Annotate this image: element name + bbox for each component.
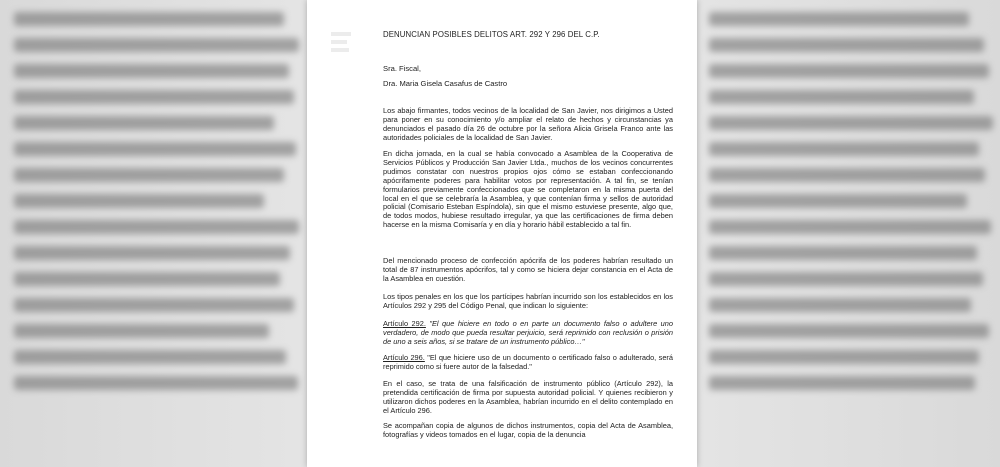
faint-stamp-mark (329, 30, 353, 60)
salutation-line-2: Dra. Maria Gisela Casafus de Castro (383, 79, 508, 88)
paragraph-2: En dicha jornada, en la cual se había convocado a Asamblea de la Cooperativa de Servicios Públicos y Producción San Javier Ltda., muchos de los vecinos concurrentes pudimos constatar con nuestros propios ojos cómo se estaban confeccionando apócrifamente poderes para habilitar votos por representación. A tal fin, se tenían formularios previamente confeccionados que se completaron en la misma puerta del local en el que se celebraría la Asamblea, y que contenían firma y sellos de autoridad policial (Comisario Esteban Espíndola), sin que el mismo estuviese presente, algo que, de todos modos, hubiese resultado irregular, ya que las certificaciones de firma deben hacerse en la misma Comisaría y en día y horario hábil establecido a tal fin. (383, 149, 673, 230)
document-heading: DENUNCIAN POSIBLES DELITOS ART. 292 Y 296 DEL C.P. (383, 30, 600, 39)
blurred-background-right (695, 0, 1000, 467)
paragraph-3: Del mencionado proceso de confección apócrifa de los poderes habrían resultado un total de 87 instrumentos apócrifos, tal y como se hiciera dejar constancia en el Acta de la Asamblea en cuestión. (383, 256, 673, 283)
article-296-label: Artículo 296. (383, 353, 425, 362)
article-292-label: Artículo 292. (383, 319, 426, 328)
article-296-text: "El que hiciere uso de un documento o certificado falso o adulterado, será reprimido como si fuere autor de la falsedad." (383, 353, 674, 371)
salutation-line-1: Sra. Fiscal, (383, 64, 421, 73)
paragraph-6: Se acompañan copia de algunos de dichos instrumentos, copia del Acta de Asamblea, fotografías y videos tomados en el lugar, copia de la denuncia (383, 421, 673, 439)
article-292-text: "El que hiciere en todo o en parte un documento falso o adultere uno verdadero, de modo que pueda resultar perjuicio, será reprimido con reclusión o prisión de uno a seis años, si se tratare de un instrumento público…" (383, 319, 673, 346)
article-296-quote (383, 354, 673, 372)
paragraph-5: En el caso, se trata de una falsificación de instrumento público (Artículo 292), la pretendida certificación de firma por supuesta autoridad policial. Y quienes recibieron y utilizaron dichos poderes en la Asamblea, habrían incurrido en el delito contemplado en el Artículo 296. (383, 379, 673, 415)
paragraph-4: Los tipos penales en los que los partícipes habrían incurrido son los establecidos en los Artículos 292 y 295 del Código Penal, que indican lo siguiente: (383, 292, 673, 310)
paragraph-1: Los abajo firmantes, todos vecinos de la localidad de San Javier, nos dirigimos a Usted para poner en su conocimiento y/o ampliar el relato de hechos y circunstancias ya denunciados el pasado día 26 de octubre por la señora Alicia Grisela Franco ante las autoridades policiales de la localidad de San Javier. (383, 106, 673, 142)
blurred-background-left (0, 0, 305, 467)
document-page (307, 0, 697, 467)
article-292-quote (383, 320, 673, 347)
